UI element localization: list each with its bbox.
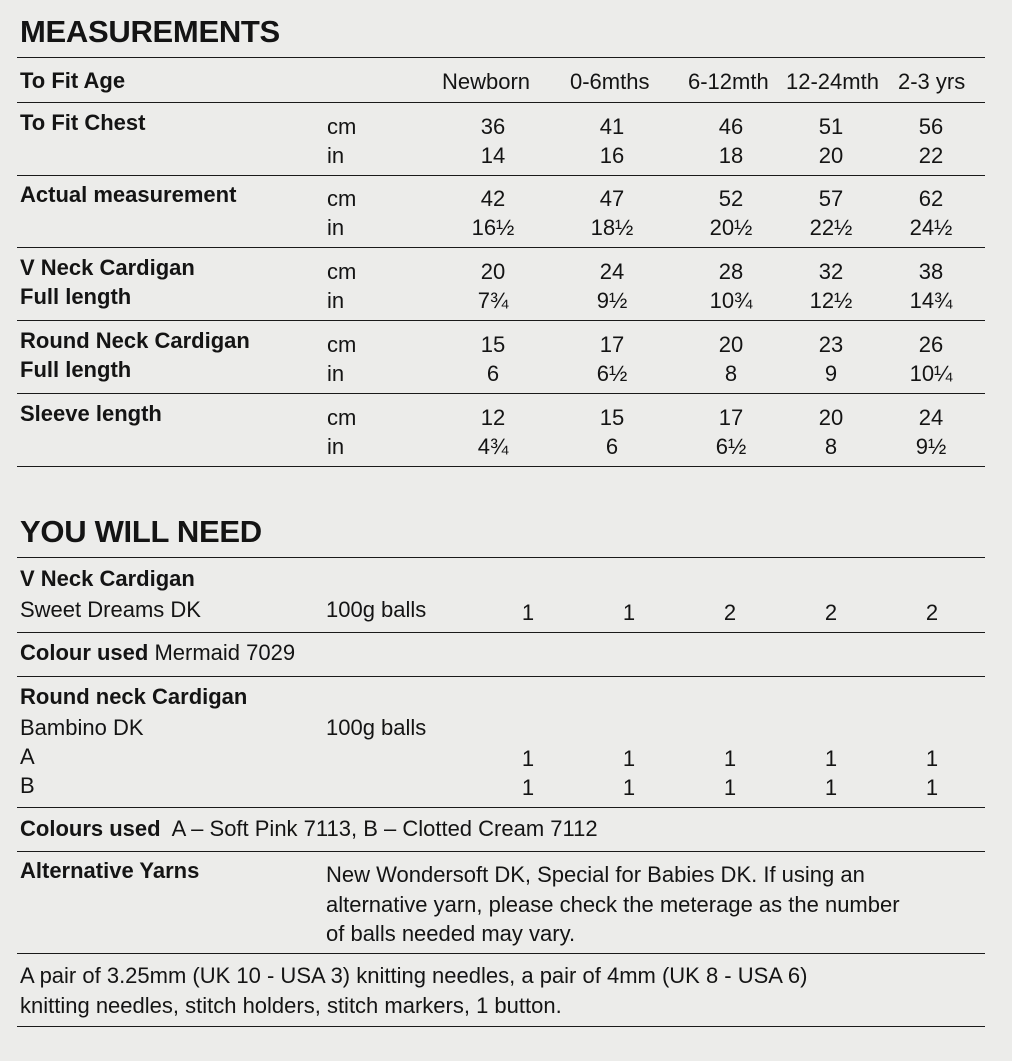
- unit-label: cm: [327, 259, 357, 284]
- measurement-value: 20: [818, 405, 844, 430]
- unit-label: cm: [327, 332, 357, 357]
- measurement-value: 6: [486, 361, 500, 386]
- roundneck-yarn: Bambino DK: [20, 715, 144, 740]
- shade-a-count: 1: [521, 746, 535, 771]
- shade-a-count: 1: [622, 746, 636, 771]
- divider: [17, 851, 985, 852]
- divider: [17, 953, 985, 954]
- age-12-24: 12-24mth: [786, 69, 879, 94]
- measurement-value: 8: [724, 361, 738, 386]
- divider: [17, 632, 985, 633]
- measurement-value: 28: [718, 259, 744, 284]
- colours-used-value: A – Soft Pink 7113, B – Clotted Cream 7112: [171, 816, 598, 841]
- measurement-value: 24½: [909, 215, 953, 240]
- row-label: Actual measurement: [20, 182, 237, 207]
- measurement-value: 17: [599, 332, 625, 357]
- measurement-value: 47: [599, 186, 625, 211]
- measurement-value: 20½: [709, 215, 753, 240]
- measurement-value: 14¾: [909, 288, 953, 313]
- unit-label: in: [327, 215, 345, 240]
- shade-b-count: 1: [521, 775, 535, 800]
- needles-line: A pair of 3.25mm (UK 10 - USA 3) knitting needles, a pair of 4mm (UK 8 - USA 6): [20, 963, 808, 988]
- divider: [17, 676, 985, 677]
- divider: [17, 175, 985, 176]
- vneck-count: 2: [723, 600, 737, 625]
- unit-label: cm: [327, 186, 357, 211]
- vneck-count: 2: [925, 600, 939, 625]
- measurement-value: 32: [818, 259, 844, 284]
- vneck-count: 2: [824, 600, 838, 625]
- measurement-value: 23: [818, 332, 844, 357]
- unit-label: in: [327, 361, 345, 386]
- divider: [17, 466, 985, 467]
- row-label: To Fit Chest: [20, 110, 146, 135]
- measurement-value: 51: [818, 114, 844, 139]
- needs-title: YOU WILL NEED: [20, 514, 262, 549]
- measurement-value: 20: [718, 332, 744, 357]
- measurement-value: 52: [718, 186, 744, 211]
- measurement-value: 15: [599, 405, 625, 430]
- shade-a-count: 1: [925, 746, 939, 771]
- roundneck-unit: 100g balls: [326, 715, 427, 740]
- alternative-line: alternative yarn, please check the meterage as the number: [326, 892, 900, 917]
- measurement-value: 9½: [596, 288, 628, 313]
- measurement-value: 7¾: [477, 288, 509, 313]
- measurement-value: 22½: [809, 215, 853, 240]
- measurement-value: 6: [605, 434, 619, 459]
- needles-line: knitting needles, stitch holders, stitch markers, 1 button.: [20, 993, 562, 1018]
- row-label: Full length: [20, 357, 132, 382]
- measurement-value: 15: [480, 332, 506, 357]
- age-label: To Fit Age: [20, 68, 126, 93]
- measurements-title: MEASUREMENTS: [20, 14, 280, 49]
- measurement-value: 24: [599, 259, 625, 284]
- divider: [17, 557, 985, 558]
- measurement-value: 17: [718, 405, 744, 430]
- measurement-value: 6½: [715, 434, 747, 459]
- divider: [17, 320, 985, 321]
- age-2-3: 2-3 yrs: [898, 69, 966, 94]
- measurement-value: 36: [480, 114, 506, 139]
- colours-used: [20, 816, 598, 842]
- measurement-value: 22: [918, 143, 944, 168]
- unit-label: in: [327, 434, 345, 459]
- age-newborn: Newborn: [442, 69, 531, 94]
- alternative-line: of balls needed may vary.: [326, 921, 576, 946]
- measurement-value: 10¾: [709, 288, 753, 313]
- divider: [17, 102, 985, 103]
- measurement-value: 14: [480, 143, 506, 168]
- measurement-value: 24: [918, 405, 944, 430]
- row-label: Round Neck Cardigan: [20, 328, 250, 353]
- measurement-value: 46: [718, 114, 744, 139]
- shade-a-count: 1: [824, 746, 838, 771]
- measurement-value: 4¾: [477, 434, 509, 459]
- measurement-value: 12: [480, 405, 506, 430]
- measurement-value: 9½: [915, 434, 947, 459]
- measurement-value: 20: [818, 143, 844, 168]
- colours-used-label: Colours used: [20, 816, 161, 841]
- vneck-unit: 100g balls: [326, 597, 427, 622]
- shade-a-count: 1: [723, 746, 737, 771]
- measurement-value: 18½: [590, 215, 634, 240]
- shade-b-count: 1: [824, 775, 838, 800]
- unit-label: cm: [327, 114, 357, 139]
- measurement-value: 9: [824, 361, 838, 386]
- measurement-value: 12½: [809, 288, 853, 313]
- shade-b-count: 1: [925, 775, 939, 800]
- divider: [17, 807, 985, 808]
- row-label: Full length: [20, 284, 132, 309]
- measurement-value: 16: [599, 143, 625, 168]
- measurement-value: 16½: [471, 215, 515, 240]
- vneck-count: 1: [521, 600, 535, 625]
- colour-used: [20, 640, 295, 666]
- divider: [17, 1026, 985, 1027]
- divider: [17, 247, 985, 248]
- measurement-value: 38: [918, 259, 944, 284]
- shade-b-letter: B: [20, 773, 35, 798]
- measurement-value: 6½: [596, 361, 628, 386]
- unit-label: in: [327, 288, 345, 313]
- shade-a-letter: A: [20, 744, 35, 769]
- row-label: V Neck Cardigan: [20, 255, 195, 280]
- alternative-line: New Wondersoft DK, Special for Babies DK. If using an: [326, 862, 865, 887]
- age-6-12: 6-12mth: [688, 69, 769, 94]
- row-label: Sleeve length: [20, 401, 162, 426]
- measurement-value: 26: [918, 332, 944, 357]
- measurement-value: 18: [718, 143, 744, 168]
- measurement-value: 10¼: [909, 361, 953, 386]
- unit-label: cm: [327, 405, 357, 430]
- alternative-label: Alternative Yarns: [20, 858, 200, 883]
- measurement-value: 41: [599, 114, 625, 139]
- colour-used-label: Colour used: [20, 640, 149, 665]
- divider: [17, 393, 985, 394]
- shade-b-count: 1: [622, 775, 636, 800]
- vneck-heading: V Neck Cardigan: [20, 566, 195, 591]
- age-0-6: 0-6mths: [570, 69, 650, 94]
- measurement-value: 42: [480, 186, 506, 211]
- shade-b-count: 1: [723, 775, 737, 800]
- unit-label: in: [327, 143, 345, 168]
- measurement-value: 8: [824, 434, 838, 459]
- measurement-value: 57: [818, 186, 844, 211]
- colour-used-value: Mermaid 7029: [154, 640, 296, 665]
- vneck-count: 1: [622, 600, 636, 625]
- vneck-yarn: Sweet Dreams DK: [20, 597, 201, 622]
- divider: [17, 57, 985, 58]
- measurement-value: 20: [480, 259, 506, 284]
- measurement-value: 56: [918, 114, 944, 139]
- roundneck-heading: Round neck Cardigan: [20, 684, 248, 709]
- measurement-value: 62: [918, 186, 944, 211]
